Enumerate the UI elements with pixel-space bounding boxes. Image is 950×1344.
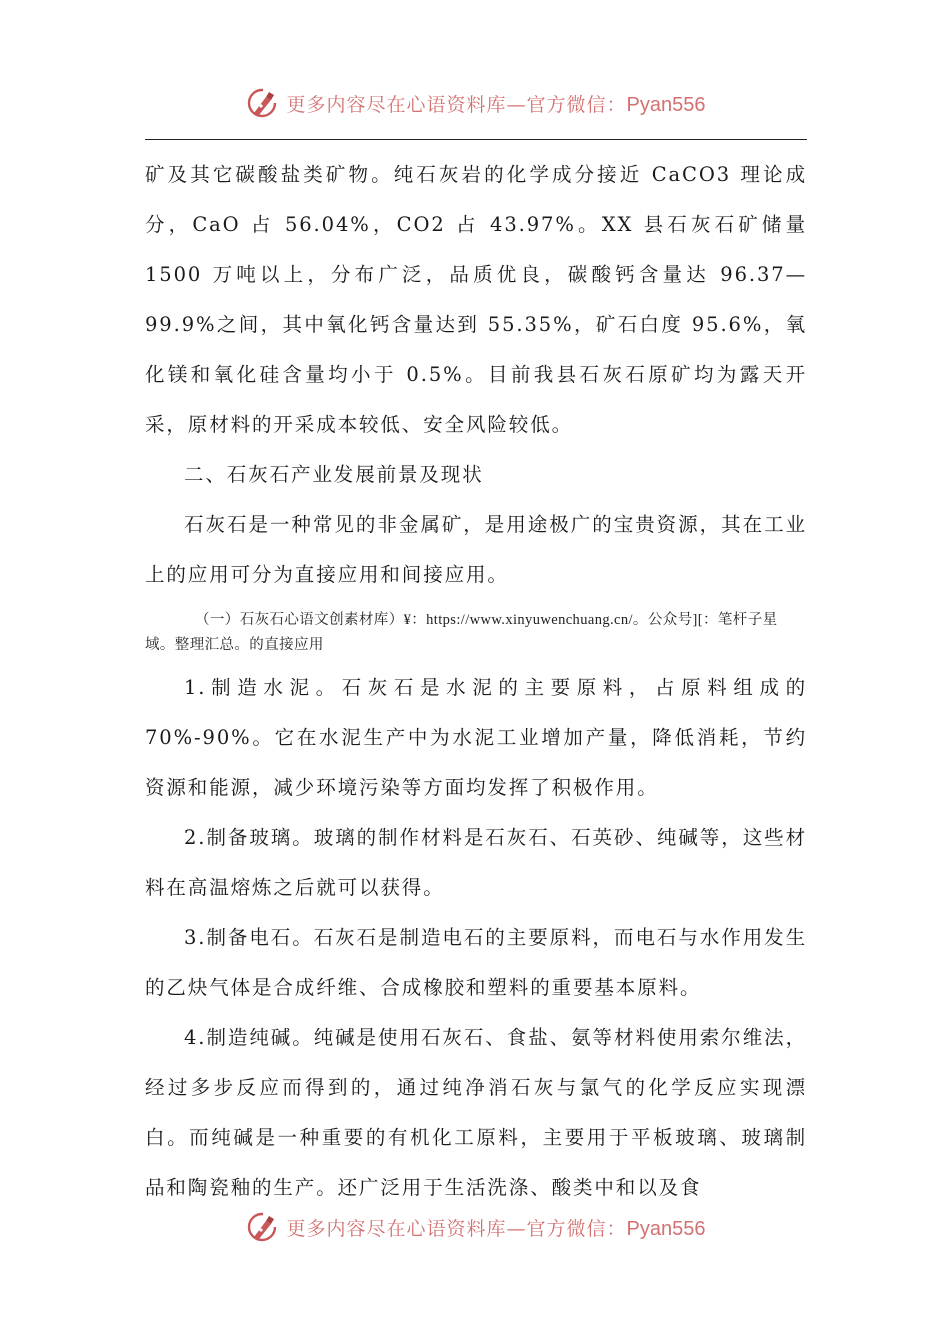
page-footer-banner [0,1210,950,1244]
list-item-cement: 1.制造水泥。石灰石是水泥的主要原料，占原料组成的 70%-90%。它在水泥生产中为水泥工业增加产量，降低消耗，节约资源和能源，减少环境污染等方面均发挥了积极作用。 [145,676,807,799]
wechat-id: Pyan556 [626,93,706,116]
header-divider [145,139,807,140]
list-item-soda-ash: 4.制造纯碱。纯碱是使用石灰石、食盐、氨等材料使用索尔维法，经过多步反应而得到的，通过纯净消石灰与氯气的化学反应实现漂白。而纯碱是一种重要的有机化工原料，主要用于平板玻璃、玻璃制品和陶瓷釉的生产。还广泛用于生活洗涤、酸类中和以及食 [145,1026,807,1199]
wechat-id: Pyan556 [626,1217,706,1240]
page-header-banner [0,86,950,120]
list-item-glass: 2.制备玻璃。玻璃的制作材料是石灰石、石英砂、纯碱等，这些材料在高温熔炼之后就可以获得。 [145,826,807,899]
banner-text: 更多内容尽在心语资料库—官方微信：Pyan556 [286,1217,706,1240]
pen-nib-icon [245,1210,279,1244]
banner-text: 更多内容尽在心语资料库—官方微信：Pyan556 [286,93,706,116]
pen-nib-icon [245,86,279,120]
paragraph-intro: 矿及其它碳酸盐类矿物。纯石灰岩的化学成分接近 CaCO3 理论成分，CaO 占 56.04%，CO2 占 43.97%。XX 县石灰石矿储量 1500 万吨以上，分布广泛，品质优良，碳酸钙含量达 96.37—99.9%之间，其中氧化钙含量达到 55.35%，矿石白度 95.6%，氧化镁和氧化硅含量均小于 0.5%。目前我县石灰石原矿均为露天开采，原材料的开采成本较低、安全风险较低。 [145,163,807,436]
list-item-calcium-carbide: 3.制备电石。石灰石是制造电石的主要原料，而电石与水作用发生的乙炔气体是合成纤维、合成橡胶和塑料的重要基本原料。 [145,926,807,999]
section-heading: 二、石灰石产业发展前景及现状 [184,463,484,486]
document-body [145,150,807,1213]
subsection-heading: （一）石灰石心语文创素材库）¥：https://www.xinyuwenchuang.cn/。公众号][：笔杆子星域。整理汇总。的直接应用 [145,612,778,653]
paragraph-overview: 石灰石是一种常见的非金属矿，是用途极广的宝贵资源，其在工业上的应用可分为直接应用和间接应用。 [145,513,807,586]
